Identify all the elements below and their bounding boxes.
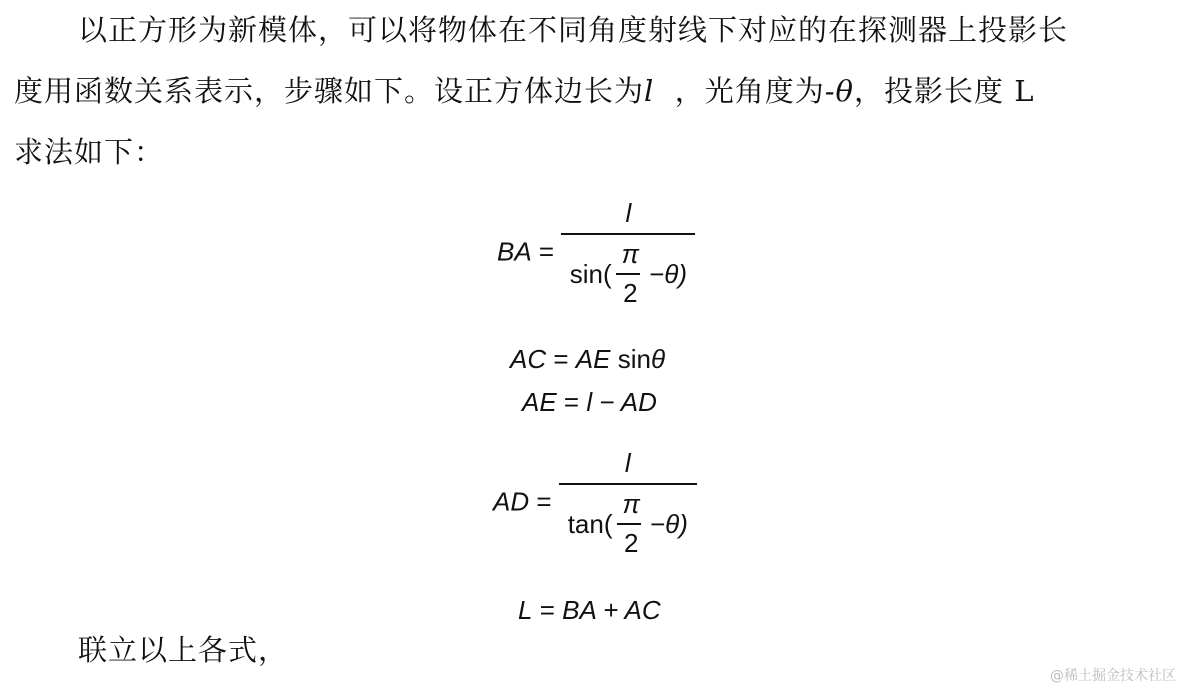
intro-line-1: 以正方形为新模体，可以将物体在不同角度射线下对应的在探测器上投影长 (78, 13, 1069, 47)
intro-line-3: 求法如下： (14, 135, 165, 169)
intro-paragraph (14, 0, 1164, 183)
equation-ad: AD = l tan( $\frac{\pi}{2}$ −θ) (493, 448, 697, 559)
angle-symbol: -θ (824, 74, 855, 108)
closing-paragraph: 联立以上各式， (78, 633, 289, 667)
equation-ae: AE = l − AD (522, 387, 657, 417)
equation-l: L = BA + AC (518, 595, 661, 625)
equation-ba: BA = l sin( $\frac{\pi}{2}$ −θ) (497, 198, 695, 309)
equation-ac: AC = AE sinθ (510, 344, 666, 374)
intro-line-2: 度用函数关系表示，步骤如下。设正方体边长为l ，光角度为-θ，投影长度 L (14, 74, 1035, 108)
watermark: @稀土掘金技术社区 (1050, 668, 1176, 684)
side-length-symbol: l (644, 74, 655, 108)
